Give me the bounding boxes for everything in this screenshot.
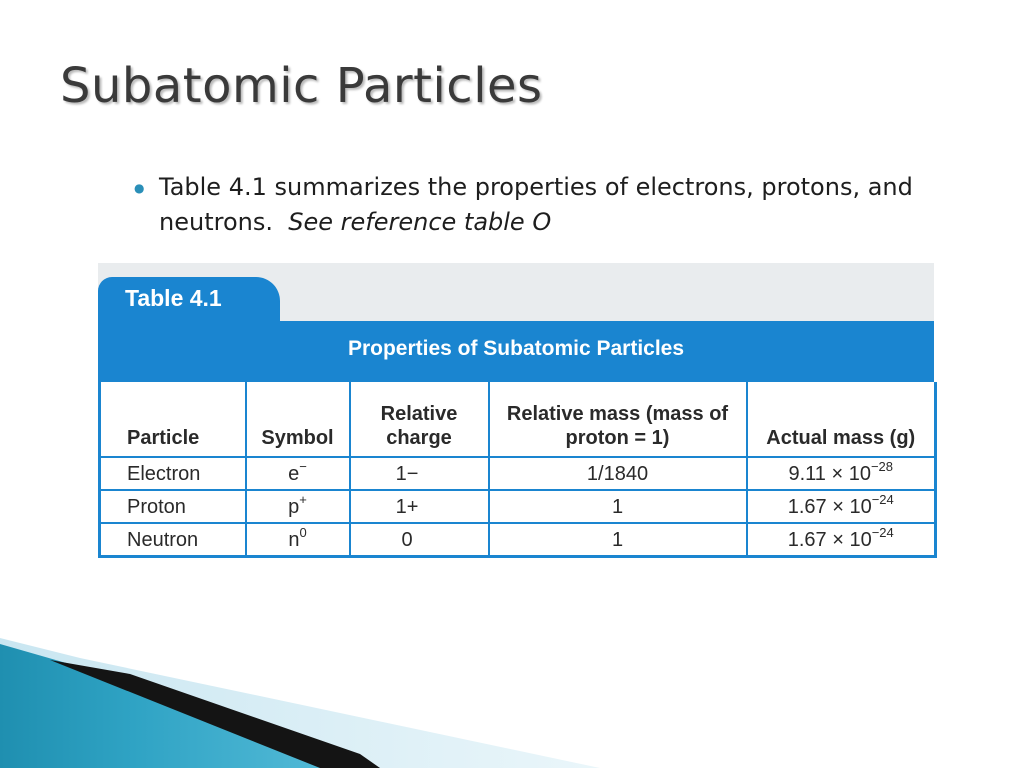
column-header-particle: Particle	[100, 382, 246, 457]
cell-actual-mass	[747, 490, 936, 523]
bullet-reference: See reference table O	[288, 208, 552, 236]
symbol-base: p	[288, 495, 300, 518]
table-number-label: Table 4.1	[125, 285, 222, 311]
cell-symbol	[246, 523, 350, 557]
column-header-relative-charge: Relative charge	[350, 382, 489, 457]
cell-actual-mass	[747, 523, 936, 557]
mass-exponent: −24	[871, 524, 894, 540]
cell-relative-charge: 0	[350, 523, 489, 557]
symbol-superscript: −	[299, 458, 307, 474]
cell-relative-mass: 1	[489, 490, 747, 523]
cell-particle: Neutron	[100, 523, 246, 557]
bullet-text	[159, 170, 934, 240]
cell-particle: Proton	[100, 490, 246, 523]
table-caption: Properties of Subatomic Particles	[347, 337, 685, 360]
cell-relative-mass: 1	[489, 523, 747, 557]
table-row	[100, 523, 936, 557]
table-figure	[98, 263, 934, 557]
cell-symbol	[246, 457, 350, 490]
symbol-base: n	[288, 528, 300, 551]
mass-mantissa: 9.11 × 10	[788, 462, 871, 485]
column-header-symbol: Symbol	[246, 382, 350, 457]
bullet-summary: Table 4.1 summarizes the properties of electrons, protons, and neutrons.	[159, 173, 913, 236]
symbol-superscript: +	[299, 491, 307, 507]
column-header-relative-mass: Relative mass (mass of proton = 1)	[489, 382, 747, 457]
table-row	[100, 490, 936, 523]
cell-actual-mass	[747, 457, 936, 490]
symbol-base: e	[288, 462, 300, 485]
cell-relative-mass: 1/1840	[489, 457, 747, 490]
cell-relative-charge: 1+	[350, 490, 489, 523]
properties-table	[98, 382, 937, 558]
cell-relative-charge: 1−	[350, 457, 489, 490]
mass-exponent: −24	[871, 491, 894, 507]
bullet-point	[134, 170, 934, 240]
mass-mantissa: 1.67 × 10	[787, 528, 872, 551]
bullet-dot-icon: ●	[134, 181, 145, 195]
table-header-row	[100, 382, 936, 457]
slide-title: Subatomic Particles	[60, 58, 543, 114]
cell-symbol	[246, 490, 350, 523]
symbol-superscript: 0	[299, 524, 307, 540]
mass-exponent: −28	[870, 458, 894, 474]
column-header-actual-mass: Actual mass (g)	[747, 382, 936, 457]
mass-mantissa: 1.67 × 10	[787, 495, 872, 518]
table-row	[100, 457, 936, 490]
decorative-corner-swoosh	[0, 630, 1024, 768]
cell-particle: Electron	[100, 457, 246, 490]
